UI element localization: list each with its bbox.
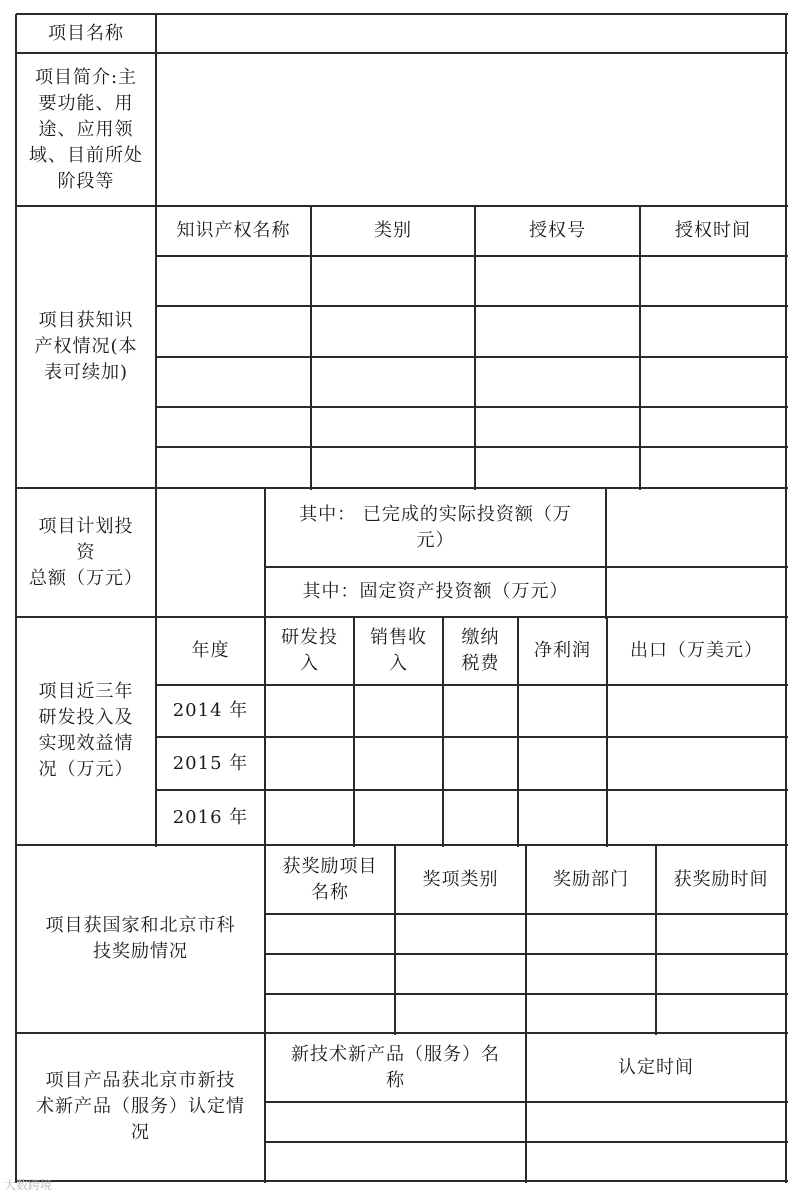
project-intro-input[interactable] [156, 53, 786, 206]
ip-input-cell[interactable] [640, 306, 786, 357]
award-header-cell: 奖项类别 [422, 868, 499, 890]
ip-input-cell[interactable] [475, 306, 640, 357]
ip-header-cell: 授权时间 [675, 220, 751, 241]
rd-input-cell[interactable] [265, 737, 354, 790]
ip-header-cell: 授权号 [529, 220, 586, 241]
product-header-cell: 新技术新产品（服务）名 称 [291, 1043, 500, 1091]
rd-year-cell: 2015 年 [172, 752, 249, 774]
rd-input-cell[interactable] [443, 685, 518, 737]
rd-input-cell[interactable] [607, 790, 786, 845]
rd-input-cell[interactable] [607, 685, 786, 737]
award-input-cell[interactable] [526, 914, 656, 954]
product-input-cell[interactable] [526, 1102, 786, 1142]
rd-input-cell[interactable] [265, 790, 354, 845]
award-header-cell: 获奖励时间 [673, 868, 769, 890]
award-input-cell[interactable] [656, 994, 786, 1033]
investment-fixed-label: 其中：固定资产投资额（万元） [302, 581, 569, 602]
award-input-cell[interactable] [395, 994, 526, 1033]
ip-input-cell[interactable] [475, 447, 640, 488]
award-input-cell[interactable] [526, 994, 656, 1033]
ip-input-cell[interactable] [475, 357, 640, 407]
award-input-cell[interactable] [265, 914, 395, 954]
ip-header-cell: 知识产权名称 [176, 220, 291, 241]
rd-input-cell[interactable] [354, 790, 443, 845]
award-section-label: 项目获国家和北京市科 技奖励情况 [45, 915, 236, 962]
rd-input-cell[interactable] [607, 737, 786, 790]
ip-input-cell[interactable] [156, 407, 311, 447]
ip-input-cell[interactable] [156, 306, 311, 357]
rd-input-cell[interactable] [443, 790, 518, 845]
ip-input-cell[interactable] [640, 256, 786, 306]
investment-fixed-input[interactable] [606, 567, 786, 617]
rd-header-cell: 净利润 [534, 640, 591, 661]
ip-section-label: 项目获知识 产权情况(本 表可续加) [34, 310, 138, 383]
ip-input-cell[interactable] [311, 256, 475, 306]
ip-input-cell[interactable] [156, 357, 311, 407]
award-input-cell[interactable] [395, 954, 526, 994]
award-input-cell[interactable] [265, 994, 395, 1033]
ip-input-cell[interactable] [640, 357, 786, 407]
product-input-cell[interactable] [265, 1102, 526, 1142]
investment-completed-label: 其中： 已完成的实际投资额（万 元） [299, 503, 572, 551]
project-intro-label: 项目简介:主 要功能、用 途、应用领 域、目前所处 阶段等 [29, 66, 143, 192]
ip-input-cell[interactable] [475, 407, 640, 447]
rd-header-cell: 缴纳 税费 [461, 627, 500, 674]
project-name-label: 项目名称 [48, 22, 124, 44]
ip-input-cell[interactable] [156, 447, 311, 488]
rd-input-cell[interactable] [443, 737, 518, 790]
ip-input-cell[interactable] [156, 256, 311, 306]
watermark-text: 大数跨境 [4, 1178, 53, 1192]
rd-section-label: 项目近三年 研发投入及 实现效益情 况（万元） [38, 681, 134, 780]
award-header-cell: 获奖励项目 名称 [282, 855, 378, 903]
rd-header-cell: 销售收 入 [370, 627, 427, 674]
rd-year-cell: 2014 年 [172, 700, 249, 721]
product-input-cell[interactable] [265, 1142, 526, 1181]
project-name-input[interactable] [156, 14, 786, 53]
rd-year-cell: 2016 年 [172, 806, 249, 828]
rd-input-cell[interactable] [354, 737, 443, 790]
ip-input-cell[interactable] [311, 447, 475, 488]
award-input-cell[interactable] [526, 954, 656, 994]
award-input-cell[interactable] [395, 914, 526, 954]
ip-input-cell[interactable] [640, 447, 786, 488]
award-input-cell[interactable] [656, 954, 786, 994]
rd-input-cell[interactable] [518, 685, 607, 737]
ip-input-cell[interactable] [311, 306, 475, 357]
rd-header-cell: 研发投 入 [281, 627, 338, 674]
investment-total-input[interactable] [156, 488, 265, 617]
rd-input-cell[interactable] [518, 737, 607, 790]
rd-input-cell[interactable] [265, 685, 354, 737]
product-header-cell: 认定时间 [618, 1056, 694, 1078]
investment-label: 项目计划投 资 总额（万元） [29, 515, 143, 589]
award-input-cell[interactable] [656, 914, 786, 954]
product-input-cell[interactable] [526, 1142, 786, 1181]
rd-input-cell[interactable] [354, 685, 443, 737]
rd-header-cell: 出口（万美元） [630, 640, 763, 661]
ip-input-cell[interactable] [311, 407, 475, 447]
investment-completed-input[interactable] [606, 488, 786, 567]
award-header-cell: 奖励部门 [553, 868, 629, 890]
rd-header-cell: 年度 [191, 640, 230, 661]
ip-input-cell[interactable] [640, 407, 786, 447]
ip-input-cell[interactable] [311, 357, 475, 407]
rd-input-cell[interactable] [518, 790, 607, 845]
product-section-label: 项目产品获北京市新技 术新产品（服务）认定情 况 [36, 1070, 245, 1143]
award-input-cell[interactable] [265, 954, 395, 994]
ip-header-cell: 类别 [374, 220, 412, 241]
ip-input-cell[interactable] [475, 256, 640, 306]
